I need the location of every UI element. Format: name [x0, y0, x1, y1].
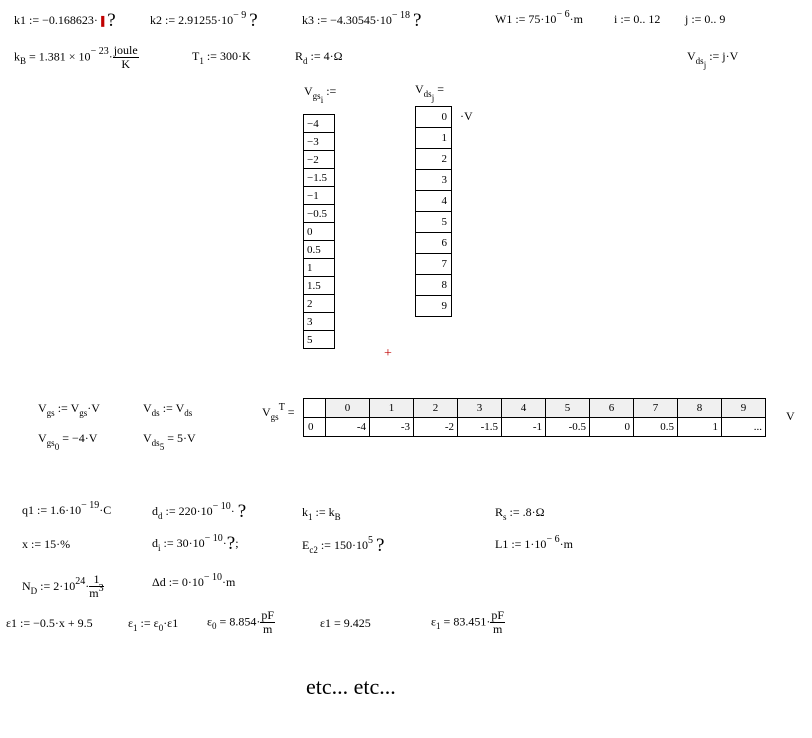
di-value: := 30·10	[160, 536, 205, 550]
kb-unit-fraction	[113, 44, 139, 71]
vgs-cell[interactable]: −3	[304, 133, 335, 151]
kb-value: = 1.381 × 10	[26, 49, 91, 64]
vds-unit: ·V	[460, 109, 473, 123]
table-row	[304, 205, 335, 223]
vgs-assign-operator: := V	[54, 401, 80, 415]
q1-text: q1 := 1.6·10	[22, 503, 82, 517]
di-operator: ·	[222, 536, 227, 550]
dd-symbol: d	[152, 504, 158, 518]
eps1b-symbol: ε	[128, 616, 134, 630]
delta-d-exponent: − 10	[203, 572, 222, 583]
rd-definition[interactable]	[295, 49, 343, 64]
eps1c-subscript: 1	[436, 621, 441, 632]
q1-definition[interactable]	[22, 500, 112, 519]
vds-assign-subscript-rhs: ds	[184, 408, 193, 418]
w1-text: W1 := 75·10	[495, 12, 557, 26]
vds-symbol: V	[687, 49, 696, 63]
transpose-cell[interactable]: -0.5	[546, 418, 590, 437]
q1-exponent: − 19	[81, 500, 100, 511]
nd-unit-numerator: 1	[89, 573, 103, 587]
vds5-subscript	[151, 438, 165, 452]
transpose-subscript: gs	[270, 412, 279, 422]
eps1b-operator: := ε	[137, 616, 159, 630]
transpose-cell[interactable]: -4	[326, 418, 370, 437]
kb-unit-numerator: joule	[113, 43, 138, 57]
vds-cell[interactable]: 7	[416, 254, 452, 275]
eps1-result-text: ε1 = 9.425	[320, 616, 371, 630]
unresolved-question-icon: ?	[107, 10, 116, 31]
k1b-definition[interactable]	[302, 505, 341, 520]
vds5-value: = 5·V	[164, 431, 196, 445]
vgs-input-table[interactable]	[303, 114, 335, 349]
vds-cell[interactable]: 4	[416, 191, 452, 212]
t1-subscript: 1	[199, 56, 204, 66]
rd-value: := 4·Ω	[307, 49, 343, 63]
vgs-label-operator: :=	[323, 84, 337, 98]
delta-d-text: Δd := 0·10	[152, 575, 204, 589]
k1b-subscript: 1	[308, 512, 313, 522]
column-header: 2	[414, 399, 458, 418]
vgs0-subscript	[46, 438, 60, 452]
insertion-cursor-icon[interactable]: +	[384, 346, 392, 361]
vds-cell[interactable]: 5	[416, 212, 452, 233]
rs-symbol: R	[495, 505, 504, 519]
transpose-symbol: V	[262, 405, 271, 419]
dd-operator: ·	[230, 504, 235, 518]
k1b-symbol: k	[302, 505, 308, 519]
t1-symbol: T	[192, 49, 200, 63]
w1-definition[interactable]	[495, 9, 583, 28]
table-row	[416, 275, 452, 296]
unresolved-question-icon: ?	[413, 10, 422, 31]
vgs-cell[interactable]: −1	[304, 187, 335, 205]
eps1b-subscript-rhs: 0	[158, 623, 164, 633]
table-row	[304, 133, 335, 151]
table-row	[416, 107, 452, 128]
kb-symbol: k	[14, 49, 20, 64]
eps1-result[interactable]	[320, 616, 371, 630]
vgs-cell[interactable]: −0.5	[304, 205, 335, 223]
ec2-subscript: c2	[309, 545, 318, 555]
vgs0-symbol: V	[38, 431, 47, 445]
vgs-label-subscript	[312, 91, 324, 105]
vds-label-operator: =	[434, 82, 444, 96]
nd-subscript: D	[30, 585, 38, 596]
dd-exponent: − 10	[212, 501, 231, 512]
column-header: 6	[590, 399, 634, 418]
nd-value: := 2·10	[37, 578, 76, 593]
vds5-subsubscript: 5	[159, 442, 165, 452]
l1-unit: ·m	[559, 537, 573, 551]
k1b-operator: := k	[312, 505, 335, 519]
t1-definition[interactable]	[192, 49, 251, 64]
j-range-definition[interactable]	[685, 12, 725, 26]
table-row	[416, 149, 452, 170]
k2-text: k2 := 2.91255·10	[150, 13, 234, 27]
di-subscript: i	[158, 543, 161, 553]
nd-unit-fraction	[89, 573, 103, 601]
transpose-unit: V	[786, 409, 795, 423]
vgs-label	[304, 84, 337, 105]
nd-exponent: 24	[75, 575, 86, 587]
k3-exponent: − 18	[391, 10, 411, 21]
vgs-label-subsubscript: i	[320, 95, 324, 105]
kb-exponent: − 23	[90, 46, 109, 58]
column-header: 1	[370, 399, 414, 418]
i-range-definition[interactable]	[614, 12, 660, 26]
vds-cell[interactable]: 8	[416, 275, 452, 296]
k2-definition[interactable]	[150, 12, 258, 29]
table-row	[304, 259, 335, 277]
vgs0-result[interactable]	[38, 431, 98, 452]
vgs-cell[interactable]: 1.5	[304, 277, 335, 295]
vds-subsubscript: j	[703, 60, 707, 70]
eps1-definition[interactable]	[6, 616, 93, 630]
rd-symbol: R	[295, 49, 304, 63]
row-index-cell: 0	[304, 418, 326, 437]
kb-unit-denominator: K	[121, 57, 131, 71]
table-row	[416, 233, 452, 254]
vds-label-subscript-text: ds	[423, 89, 432, 99]
eps1c-value: = 83.451·	[440, 614, 491, 629]
column-header: 3	[458, 399, 502, 418]
vds-subscript-text: ds	[695, 56, 704, 66]
footer-note: etc... etc...	[306, 674, 396, 699]
vgs-cell[interactable]: 2	[304, 295, 335, 313]
error-marker-icon: ▐	[97, 16, 105, 26]
eps0-symbol: ε	[207, 614, 213, 629]
table-row	[416, 254, 452, 275]
vds5-result[interactable]	[143, 431, 196, 452]
k1-definition[interactable]	[14, 10, 116, 31]
vgs-cell[interactable]: −2	[304, 151, 335, 169]
vgs-assign-subscript: gs	[46, 408, 55, 418]
dd-subscript: d	[158, 511, 163, 521]
vgs-cell[interactable]: 1	[304, 259, 335, 277]
ec2-symbol: E	[302, 538, 310, 552]
transpose-cell[interactable]: 0	[590, 418, 634, 437]
vgs-transpose-table[interactable]	[303, 398, 766, 437]
vgs-cell[interactable]: 0	[304, 223, 335, 241]
transpose-superscript: T	[278, 402, 285, 413]
vgs-label-symbol: V	[304, 84, 313, 98]
vds-assignment[interactable]	[143, 401, 192, 416]
eps0-unit-numerator: pF	[261, 608, 274, 622]
k3-definition[interactable]	[302, 12, 421, 29]
eps0-value: = 8.854·	[216, 614, 261, 629]
column-header: 7	[634, 399, 678, 418]
eps1b-subscript: 1	[133, 623, 138, 633]
table-row	[416, 170, 452, 191]
vgs-transpose-label	[262, 402, 295, 422]
i-range-text: i := 0.. 12	[614, 12, 661, 26]
vds-cell[interactable]: 9	[416, 296, 452, 317]
unresolved-question-icon: ?	[237, 501, 247, 522]
eps1-text: ε1 := −0.5·x + 9.5	[6, 616, 93, 630]
ec2-definition[interactable]	[302, 537, 384, 554]
dd-value: := 220·10	[162, 504, 213, 518]
t1-value: := 300·K	[203, 49, 251, 63]
k1-text: k1 := −0.168623·	[14, 13, 98, 27]
vds-label-subsubscript: j	[431, 93, 435, 103]
transpose-cell[interactable]: -1	[502, 418, 546, 437]
ec2-value: := 150·10	[317, 538, 368, 552]
eps1c-result[interactable]	[431, 609, 505, 636]
dd-definition[interactable]	[152, 503, 246, 520]
vds-cell[interactable]: 6	[416, 233, 452, 254]
vgs-label-subscript-text: gs	[312, 91, 321, 101]
vds-cell[interactable]: 0	[416, 107, 452, 128]
vds-range-definition[interactable]	[687, 49, 739, 70]
k2-exponent: − 9	[233, 10, 247, 21]
table-row	[304, 331, 335, 349]
table-row	[304, 277, 335, 295]
eps1b-tail: ·ε1	[163, 616, 179, 630]
vds5-subscript-text: ds	[151, 438, 160, 448]
vgs-cell[interactable]: −1.5	[304, 169, 335, 187]
eps1c-symbol: ε	[431, 614, 437, 629]
k1b-subscript-rhs: B	[334, 512, 341, 522]
rs-definition[interactable]	[495, 505, 545, 520]
eps1c-unit-denominator: m	[492, 622, 503, 636]
column-header: 9	[722, 399, 766, 418]
nd-definition[interactable]: $N_D$ := $2\cdot 10^{24}\cdot$ $\frac{1}{m^3}$	[22, 572, 104, 600]
vgs0-value: = −4·V	[59, 431, 98, 445]
unresolved-question-icon: ?	[375, 535, 385, 556]
vds-label-subscript	[423, 89, 435, 103]
vds-assign-subscript: ds	[151, 408, 160, 418]
ec2-exponent: 5	[367, 535, 373, 546]
q1-unit: ·C	[99, 503, 112, 517]
table-row	[416, 128, 452, 149]
delta-d-unit: ·m	[221, 575, 236, 589]
di-separator: ;	[235, 536, 239, 550]
vds5-symbol: V	[143, 431, 152, 445]
unresolved-question-icon: ?	[249, 10, 258, 31]
vds-result-table[interactable]	[415, 106, 452, 317]
unresolved-question-icon: ?	[226, 533, 236, 554]
l1-exponent: − 6	[546, 534, 560, 545]
k3-text: k3 := −4.30545·10	[302, 13, 392, 27]
column-header: 5	[546, 399, 590, 418]
nd-unit-denominator-text: m	[89, 586, 99, 600]
rs-value: := .8·Ω	[506, 505, 545, 519]
di-definition[interactable]	[152, 535, 239, 552]
vds-cell[interactable]: 3	[416, 170, 452, 191]
vgs-cell[interactable]: 0.5	[304, 241, 335, 259]
table-row	[304, 295, 335, 313]
transpose-operator: =	[284, 405, 295, 419]
eps1c-unit-fraction	[490, 609, 505, 636]
transpose-cell[interactable]: -3	[370, 418, 414, 437]
eps0-unit-denominator: m	[262, 622, 273, 636]
vds-label-symbol: V	[415, 82, 424, 96]
vds-cell[interactable]: 1	[416, 128, 452, 149]
kb-result[interactable]: $k_B = 1.381 \times 10^{- 23}\cdot$ $\frac{\text{joule}}{K}$	[14, 43, 138, 71]
vds-expression: := j·V	[706, 49, 739, 63]
eps1c-unit-numerator: pF	[491, 608, 504, 622]
x-text: x := 15·%	[22, 537, 71, 551]
nd-symbol: N	[22, 578, 31, 593]
rs-subscript: s	[503, 512, 507, 522]
l1-text: L1 := 1·10	[495, 537, 547, 551]
table-row	[416, 212, 452, 233]
table-row	[304, 187, 335, 205]
table-row	[416, 296, 452, 317]
eps1b-definition[interactable]	[128, 616, 178, 631]
vgs-unit-assignment[interactable]	[38, 401, 100, 416]
eps0-unit-fraction	[260, 609, 275, 636]
transpose-cell[interactable]: -2	[414, 418, 458, 437]
l1-definition[interactable]	[495, 534, 573, 553]
vgs0-subscript-text: gs	[46, 438, 55, 448]
table-row	[304, 169, 335, 187]
vgs-cell[interactable]: −4	[304, 115, 335, 133]
delta-d-definition[interactable]	[152, 572, 236, 591]
vds-label	[415, 82, 444, 103]
table-row	[304, 151, 335, 169]
nd-unit-denominator-exponent: 3	[98, 583, 104, 594]
eps0-subscript: 0	[212, 621, 217, 632]
vgs-cell[interactable]: 3	[304, 313, 335, 331]
vds-assign-symbol: V	[143, 401, 152, 415]
column-header: 0	[326, 399, 370, 418]
j-range-text: j := 0.. 9	[685, 12, 726, 26]
kb-subscript: B	[20, 56, 27, 67]
vgs-cell[interactable]: 5	[304, 331, 335, 349]
column-header: 4	[502, 399, 546, 418]
table-row	[304, 241, 335, 259]
nd-unit-denominator	[89, 583, 104, 601]
vgs0-subsubscript: 0	[54, 442, 60, 452]
vgs-assign-subscript-rhs: gs	[79, 408, 88, 418]
x-definition[interactable]	[22, 537, 70, 551]
vgs-assign-unit: ·V	[87, 401, 100, 415]
transpose-cell[interactable]: -1.5	[458, 418, 502, 437]
vds-assign-operator: := V	[159, 401, 185, 415]
rd-subscript: d	[303, 56, 308, 66]
transpose-cell[interactable]: 1	[678, 418, 722, 437]
table-corner-cell	[304, 399, 326, 418]
table-row	[304, 313, 335, 331]
w1-unit: ·m	[569, 12, 583, 26]
column-header: 8	[678, 399, 722, 418]
vds-subscript	[695, 56, 707, 70]
table-row	[304, 223, 335, 241]
transpose-cell[interactable]: ...	[722, 418, 766, 437]
eps0-result[interactable]	[207, 609, 275, 636]
di-symbol: d	[152, 536, 158, 550]
vgs-assign-symbol: V	[38, 401, 47, 415]
vds-cell[interactable]: 2	[416, 149, 452, 170]
di-exponent: − 10	[204, 533, 223, 544]
table-row	[416, 191, 452, 212]
w1-exponent: − 6	[556, 9, 570, 20]
transpose-cell[interactable]: 0.5	[634, 418, 678, 437]
table-row	[304, 115, 335, 133]
